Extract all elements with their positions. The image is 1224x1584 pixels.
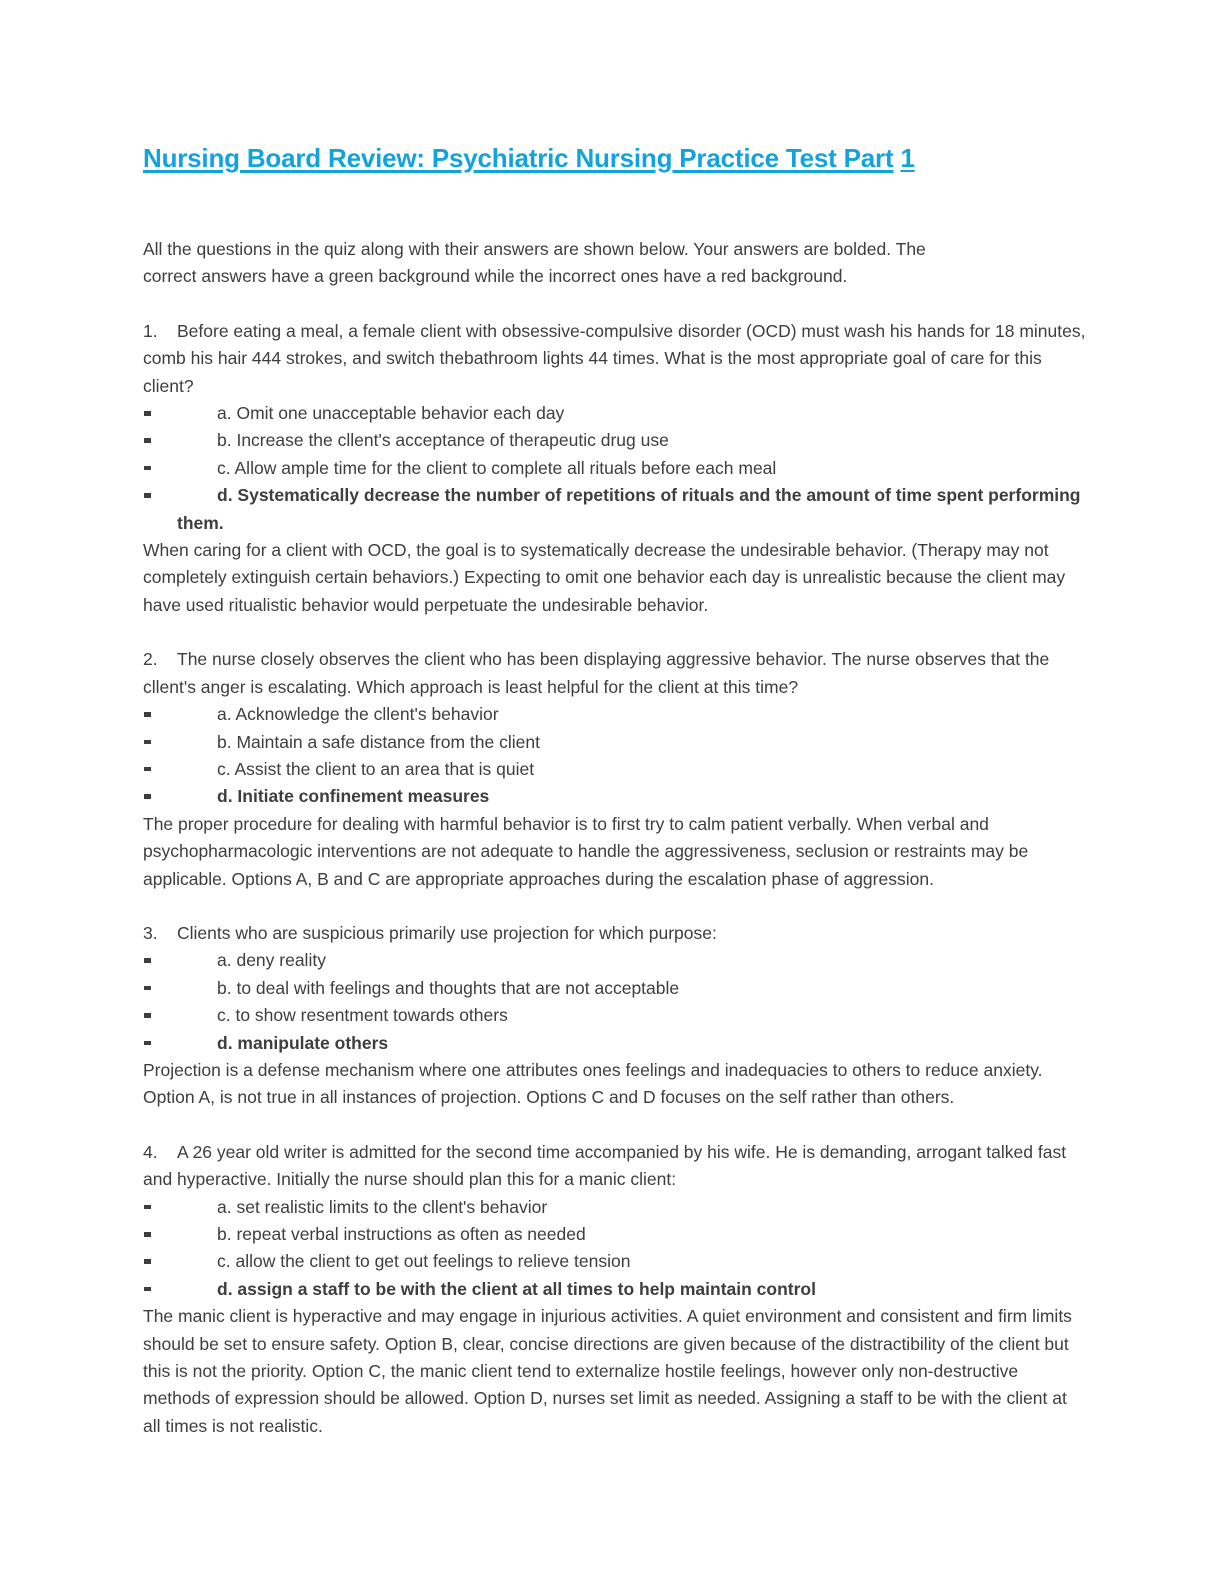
option-a <box>143 701 1086 728</box>
bullet-icon <box>144 411 151 416</box>
options-list <box>143 947 1086 1057</box>
option-a <box>143 1194 1086 1221</box>
option-label: b. to deal with feelings and thoughts that are not acceptable <box>217 977 680 998</box>
option-label: c. Allow ample time for the client to complete all rituals before each meal <box>217 457 777 478</box>
bullet-icon <box>144 466 151 471</box>
option-label: d. assign a staff to be with the client at all times to help maintain control <box>217 1278 816 1299</box>
bullet-icon <box>144 740 151 745</box>
intro-line-2: correct answers have a green background while the incorrect ones have a red background. <box>143 266 848 287</box>
option-c <box>143 756 1086 783</box>
bullet-icon <box>144 712 151 717</box>
option-label: a. deny reality <box>217 950 326 971</box>
option-b <box>143 427 1086 454</box>
rationale-text: The proper procedure for dealing with harmful behavior is to first try to calm patient verbally. When verbal and psychopharmacologic interventions are not adequate to handle the aggressiveness, seclusion or restraints may be applicable. Options A, B and C are appropriate approaches during the escalation phase of aggression. <box>143 813 1029 889</box>
option-d-answer <box>143 482 1086 537</box>
option-label: d. Systematically decrease the number of repetitions of rituals and the amount of time spent performing them. <box>177 485 1081 533</box>
bullet-icon <box>144 1013 151 1018</box>
question-text <box>143 920 1086 947</box>
option-label: c. allow the client to get out feelings to relieve tension <box>217 1251 631 1272</box>
option-label: b. Increase the cllent's acceptance of therapeutic drug use <box>217 430 669 451</box>
bullet-icon <box>144 958 151 963</box>
option-label: d. manipulate others <box>217 1032 389 1053</box>
options-list <box>143 701 1086 811</box>
options-list <box>143 400 1086 537</box>
bullet-icon <box>144 1232 151 1237</box>
question-text <box>143 646 1086 701</box>
option-b <box>143 1221 1086 1248</box>
intro-text <box>143 236 1086 291</box>
question-block-3 <box>143 920 1086 1112</box>
bullet-icon <box>144 986 151 991</box>
question-body: The nurse closely observes the client who has been displaying aggressive behavior. The nurse observes that the cllent's anger is escalating. Which approach is least helpful for the client at this time? <box>143 649 1050 697</box>
page-title <box>143 140 1086 176</box>
question-body: Clients who are suspicious primarily use projection for which purpose: <box>177 922 717 943</box>
option-label: b. repeat verbal instructions as often as needed <box>217 1224 586 1244</box>
option-label: c. Assist the client to an area that is quiet <box>217 758 535 779</box>
question-block-1 <box>143 318 1086 619</box>
option-label: d. Initiate confinement measures <box>217 786 490 807</box>
rationale-text: The manic client is hyperactive and may engage in injurious activities. A quiet environment and consistent and firm limits should be set to ensure safety. Option B, clear, concise directions are given because of the distractibility of the client but this is not the priority. Option C, the manic client tend to externalize hostile feelings, however only non-destructive methods of expression should be allowed. Option D, nurses set limit as needed. Assigning a staff to be with the client at all times is not realistic. <box>143 1306 1072 1436</box>
question-number: 1. <box>143 320 158 341</box>
option-label: b. Maintain a safe distance from the client <box>217 731 540 752</box>
question-text <box>143 1139 1086 1194</box>
question-body: A 26 year old writer is admitted for the second time accompanied by his wife. He is demanding, arrogant talked fast and hyperactive. Initially the nurse should plan this for a manic client: <box>143 1141 1067 1190</box>
question-block-4 <box>143 1139 1086 1440</box>
bullet-icon <box>144 794 151 799</box>
option-a <box>143 400 1086 427</box>
option-label: a. Acknowledge the cllent's behavior <box>217 704 499 725</box>
title-part-number: 1 <box>900 143 915 173</box>
question-number: 2. <box>143 649 158 670</box>
question-number: 4. <box>143 1141 158 1162</box>
options-list <box>143 1194 1086 1304</box>
bullet-icon <box>144 1041 151 1046</box>
option-c <box>143 1002 1086 1029</box>
bullet-icon <box>144 1259 151 1264</box>
option-b <box>143 975 1086 1002</box>
option-label: a. set realistic limits to the cllent's behavior <box>217 1196 548 1217</box>
question-body: Before eating a meal, a female client with obsessive-compulsive disorder (OCD) must wash his hands for 18 minutes, comb his hair 444 strokes, and switch thebathroom lights 44 times. What is the most appropriate goal of care for this client? <box>143 320 1086 396</box>
question-block-2 <box>143 646 1086 893</box>
option-d-answer <box>143 1276 1086 1303</box>
option-d-answer <box>143 1030 1086 1057</box>
option-c <box>143 455 1086 482</box>
bullet-icon <box>144 1287 151 1292</box>
question-text <box>143 318 1086 400</box>
bullet-icon <box>144 767 151 772</box>
bullet-icon <box>144 1205 151 1210</box>
rationale-text: When caring for a client with OCD, the goal is to systematically decrease the undesirable behavior. (Therapy may not completely extinguish certain behaviors.) Expecting to omit one behavior each day is unrealistic because the client may have used ritualistic behavior would perpetuate the undesirable behavior. <box>143 540 1066 615</box>
rationale-text: Projection is a defense mechanism where one attributes ones feelings and inadequacies to others to reduce anxiety. Option A, is not true in all instances of projection. Options C and D focuses on the self rather than others. <box>143 1059 1043 1108</box>
option-d-answer <box>143 783 1086 810</box>
bullet-icon <box>144 493 151 498</box>
option-label: c. to show resentment towards others <box>217 1005 508 1026</box>
option-c <box>143 1248 1086 1275</box>
option-label: a. Omit one unacceptable behavior each day <box>217 403 565 424</box>
bullet-icon <box>144 438 151 443</box>
option-b <box>143 729 1086 756</box>
intro-line-1: All the questions in the quiz along with their answers are shown below. Your answers are bolded. The <box>143 239 926 259</box>
question-number: 3. <box>143 922 158 943</box>
title-link[interactable]: Nursing Board Review: Psychiatric Nursing Practice Test Part <box>143 143 894 173</box>
option-a <box>143 947 1086 974</box>
